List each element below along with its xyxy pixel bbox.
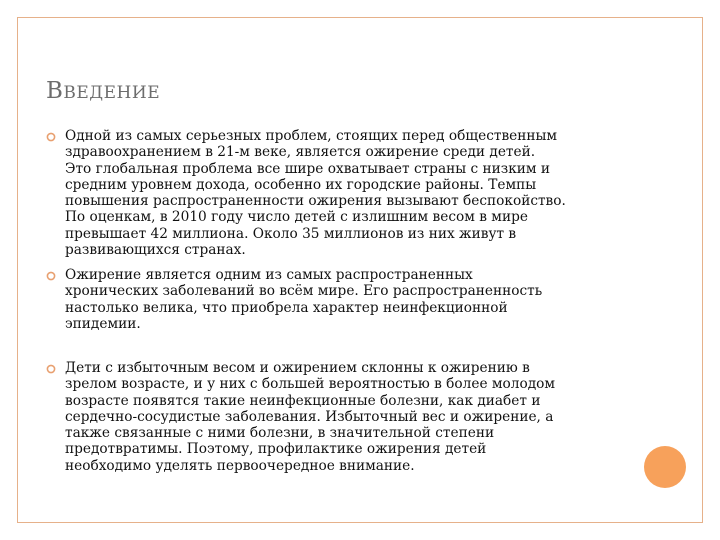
slide-title-initial: В: [46, 78, 64, 104]
bullet-o-icon: [46, 364, 56, 374]
decorative-circle: [644, 446, 686, 488]
bullet-text: Ожирение является одним из самых распространенных хронических заболеваний во всём мире. Его распространенность настолько велика, что приобрела характер неинфекционной эпидемии.: [65, 267, 543, 332]
bullet-text: Дети с избыточным весом и ожирением склонны к ожирению в зрелом возрасте, и у них с большей вероятностью в более молодом возрасте появятся такие неинфекционные болезни, как диабет и сердечно-сосудистые заболевания. Избыточный вес и ожирение, а также связанные с ними болезни, в значительной степени предотвратимы. Поэтому, профилактике ожирения детей необходимо уделять первоочередное внимание.: [65, 360, 556, 474]
bullet-o-icon: [46, 132, 56, 142]
slide-title: [46, 78, 160, 104]
bullet-text: Одной из самых серьезных проблем, стоящих перед общественным здравоохранением в 21-м веке, является ожирение среди детей. Это глобальная проблема все шире охватывает страны с низким и средним уровнем дохода, особенно их городские районы. Темпы повышения распространенности ожирения вызывают беспокойство. По оценкам, в 2010 году число детей с излишним весом в мире превышает 42 миллиона. Около 35 миллионов из них живут в развивающихся странах.: [65, 128, 566, 259]
slide-title-rest: ВЕДЕНИЕ: [63, 83, 161, 103]
bullet-o-icon: [46, 271, 56, 281]
